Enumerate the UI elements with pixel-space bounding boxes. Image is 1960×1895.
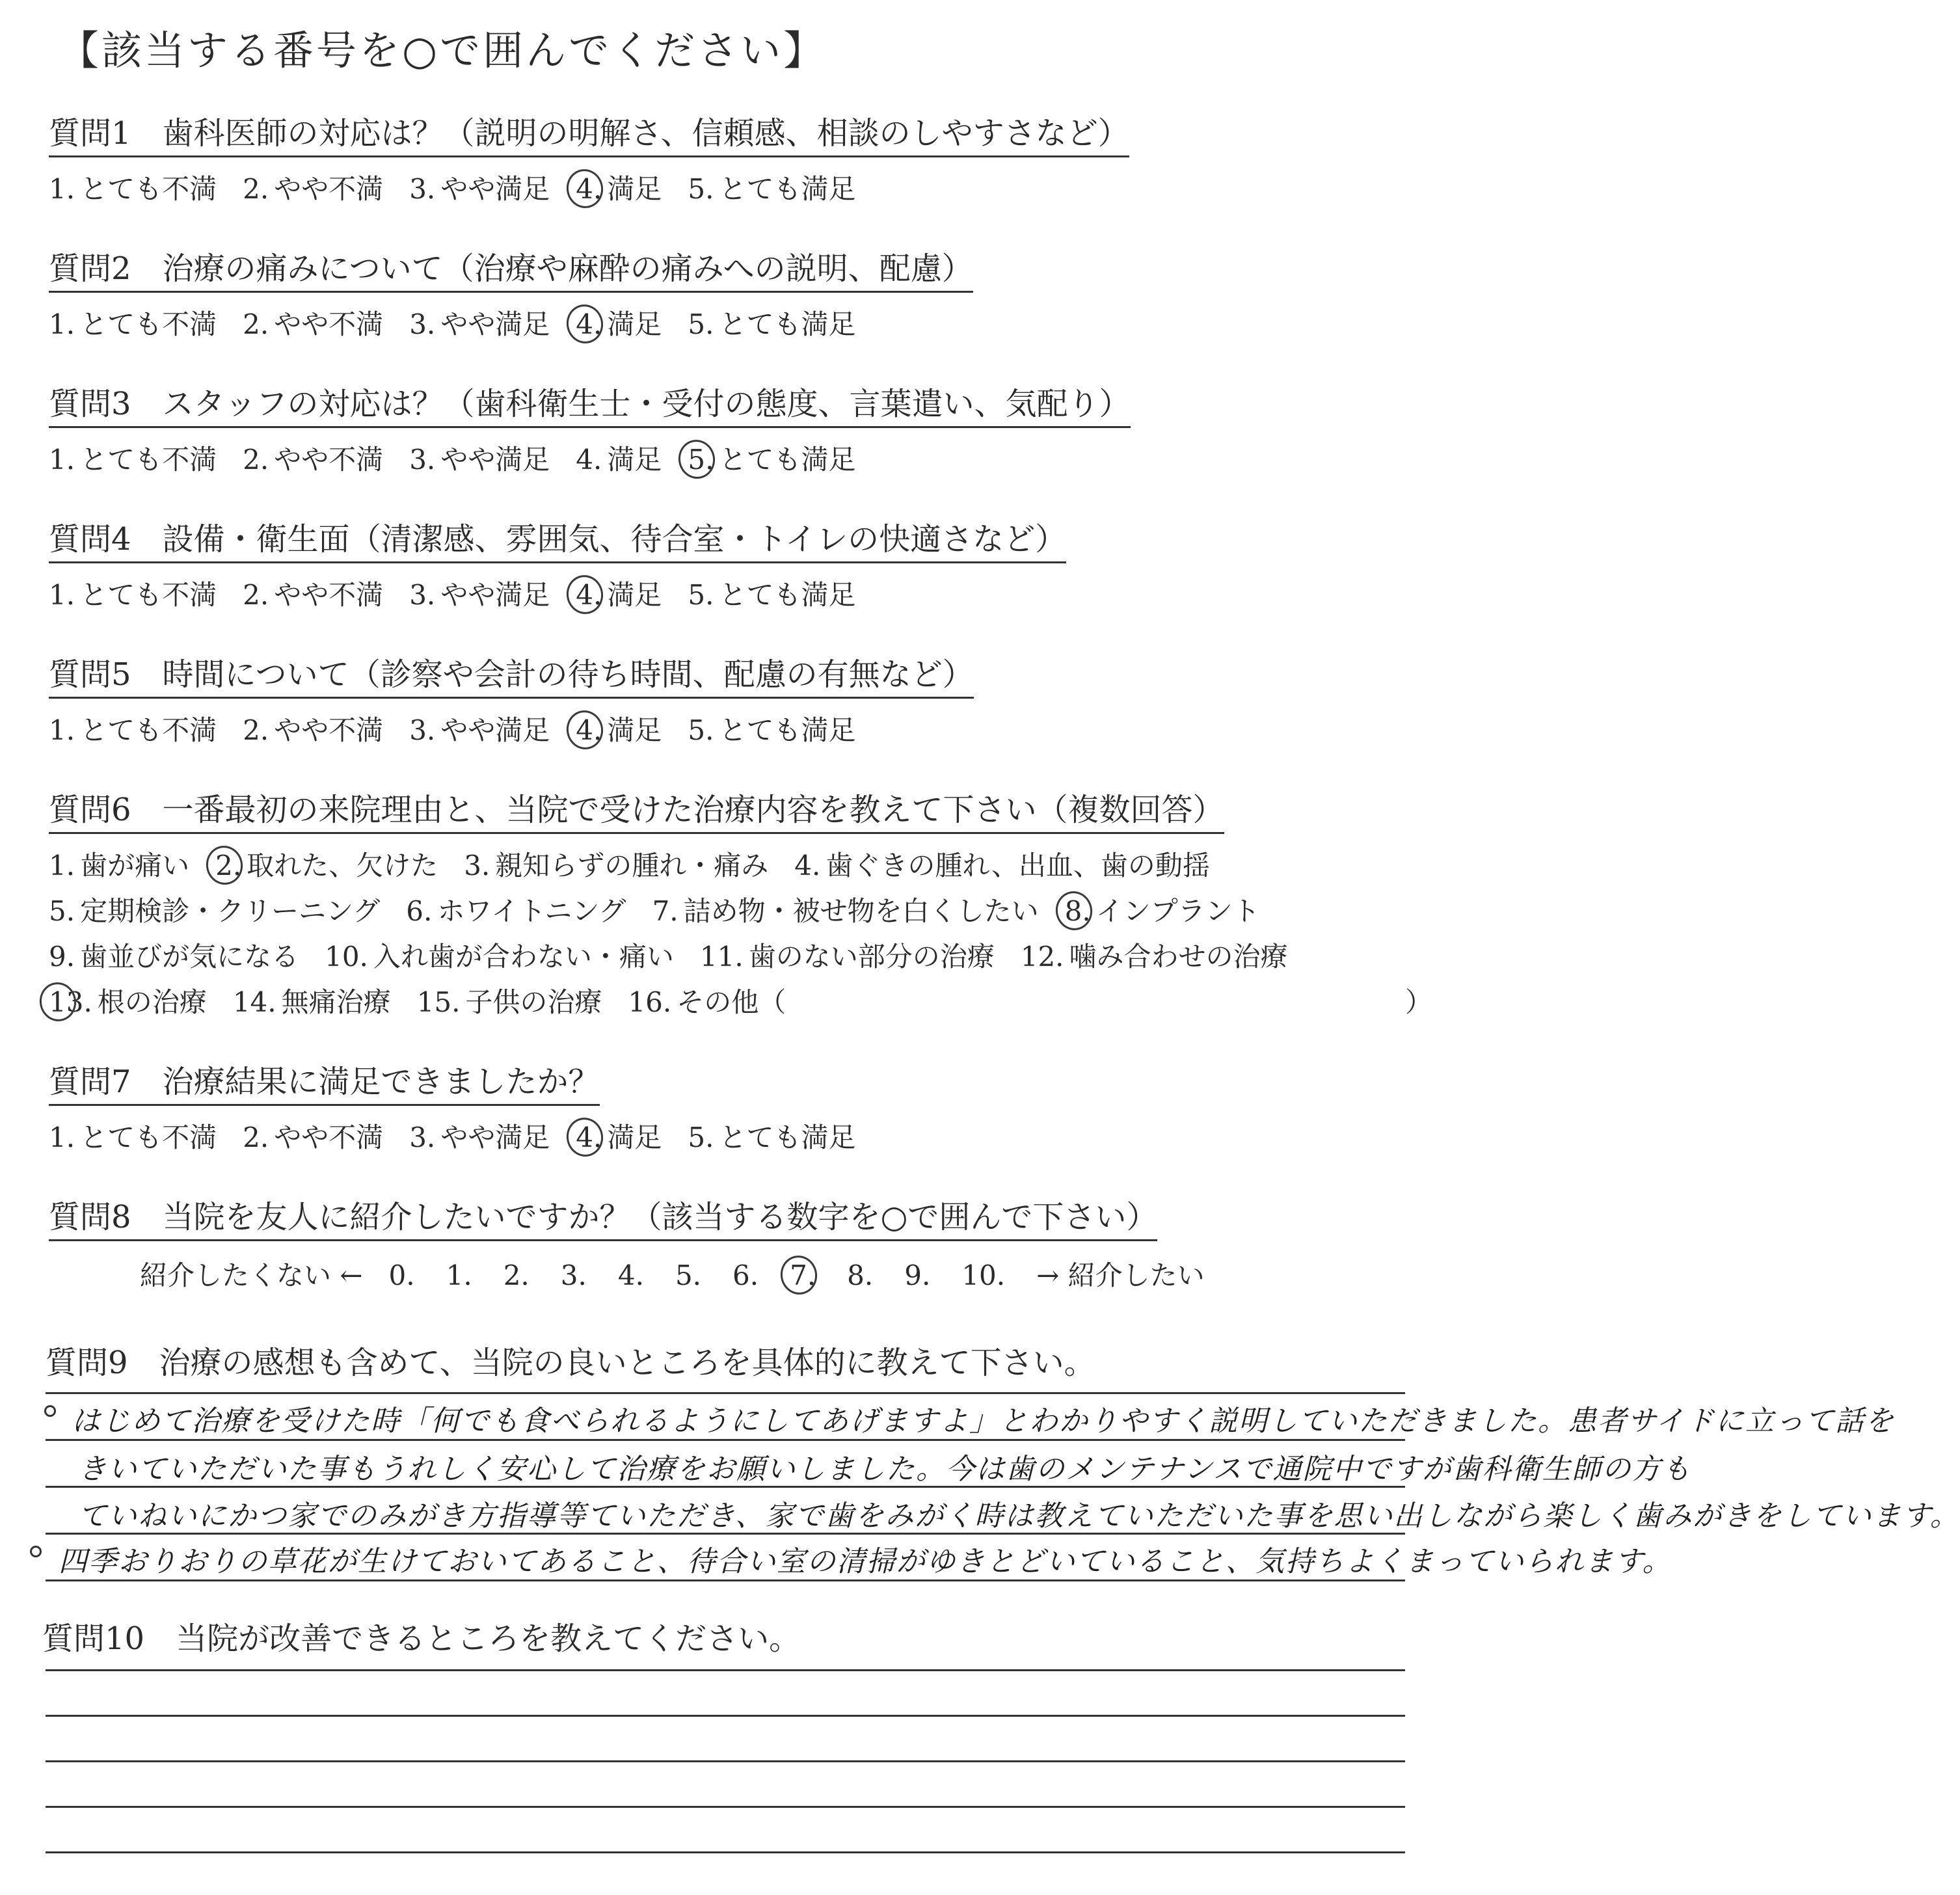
option-label: 歯並びが気になる bbox=[80, 941, 299, 973]
option[interactable] bbox=[325, 935, 674, 974]
option-selected[interactable] bbox=[576, 574, 662, 613]
option-label: とても不満 bbox=[80, 579, 217, 611]
option-label: 満足 bbox=[607, 308, 662, 340]
question-4-title: 質問4 設備・衛生面（清潔感、雰囲気、待合室・トイレの快適さなど） bbox=[49, 522, 1066, 563]
option-number: 2. bbox=[215, 850, 242, 881]
option[interactable] bbox=[688, 303, 855, 342]
bullet-icon bbox=[44, 1405, 56, 1417]
option-label: やや不満 bbox=[274, 173, 384, 205]
option[interactable] bbox=[49, 935, 299, 974]
option-number: 4. bbox=[576, 1122, 602, 1153]
option-label: 入れ歯が合わない・痛い bbox=[373, 941, 674, 973]
option[interactable] bbox=[243, 1116, 383, 1155]
option-label: 無痛治療 bbox=[281, 986, 391, 1018]
question-8-title: 質問8 当院を友人に紹介したいですか？（該当する数字を○で囲んで下さい） bbox=[49, 1200, 1157, 1241]
option-label: 歯ぐきの腫れ、出血、歯の動揺 bbox=[826, 850, 1210, 881]
option[interactable] bbox=[904, 1259, 935, 1291]
option-number: 10. bbox=[325, 941, 368, 973]
option-selected[interactable] bbox=[49, 981, 207, 1020]
option-number: 5. bbox=[49, 895, 75, 927]
answer-line bbox=[46, 1851, 1405, 1853]
option-number: 1. bbox=[49, 579, 75, 611]
option[interactable] bbox=[503, 1259, 535, 1291]
option-number: 4. bbox=[576, 714, 602, 746]
option-number: 8. bbox=[1064, 895, 1091, 927]
option-label: その他（ bbox=[677, 986, 786, 1018]
answer-line bbox=[46, 1392, 1405, 1394]
option-label: とても不満 bbox=[80, 173, 217, 205]
option-selected[interactable] bbox=[576, 709, 662, 748]
option-label: とても不満 bbox=[80, 1122, 217, 1153]
q9-answer-line-3: ていねいにかつ家でのみがき方指導等ていただき、家で歯をみがく時は教えていただいた事を思い出しながら楽しく歯みがきをしています。 bbox=[78, 1499, 1960, 1533]
option-number: 5. bbox=[675, 1259, 702, 1291]
option[interactable] bbox=[464, 844, 768, 883]
option[interactable] bbox=[409, 1116, 550, 1155]
question-2-title: 質問2 治療の痛みについて（治療や麻酔の痛みへの説明、配慮） bbox=[49, 251, 973, 293]
option[interactable] bbox=[49, 303, 217, 342]
option-number: 2. bbox=[243, 308, 269, 340]
option-label: とても不満 bbox=[80, 714, 217, 746]
question-5-title: 質問5 時間について（診察や会計の待ち時間、配慮の有無など） bbox=[49, 657, 974, 699]
option[interactable] bbox=[794, 844, 1210, 883]
option-label: 満足 bbox=[607, 173, 662, 205]
question-3-options bbox=[49, 438, 881, 477]
option-label: 満足 bbox=[607, 579, 662, 611]
answer-line bbox=[46, 1715, 1405, 1717]
option[interactable] bbox=[618, 1259, 649, 1291]
option-number: 5. bbox=[688, 1122, 714, 1153]
option[interactable] bbox=[847, 1259, 878, 1291]
option-number: 1. bbox=[49, 714, 75, 746]
option[interactable] bbox=[243, 303, 383, 342]
option-label: やや不満 bbox=[274, 1122, 384, 1153]
option-number: 1. bbox=[49, 444, 75, 476]
option-number: 12. bbox=[1020, 941, 1064, 973]
option[interactable] bbox=[652, 890, 1039, 929]
option-selected[interactable] bbox=[215, 844, 438, 883]
other-close-paren: ） bbox=[1405, 986, 1433, 1018]
option[interactable] bbox=[409, 438, 550, 477]
option-label: やや満足 bbox=[440, 1122, 550, 1153]
option-number: 3. bbox=[409, 444, 436, 476]
option-label: やや満足 bbox=[440, 714, 550, 746]
option[interactable] bbox=[961, 1259, 1010, 1291]
option-number: 16. bbox=[628, 986, 672, 1018]
option-number: 1. bbox=[446, 1259, 472, 1291]
option-label: やや満足 bbox=[440, 308, 550, 340]
question-10-title: 質問10 当院が改善できるところを教えてください。 bbox=[42, 1620, 801, 1657]
option[interactable] bbox=[49, 438, 217, 477]
option-number: 15. bbox=[416, 986, 461, 1018]
question-2-options bbox=[49, 303, 881, 342]
option-number: 5. bbox=[688, 173, 714, 205]
option-number: 3. bbox=[409, 173, 436, 205]
question-5-options bbox=[49, 709, 881, 748]
option-label: とても満足 bbox=[719, 1122, 856, 1153]
option[interactable] bbox=[389, 1259, 420, 1291]
answer-line bbox=[46, 1760, 1405, 1762]
option[interactable] bbox=[688, 168, 855, 207]
option-number: 3. bbox=[560, 1259, 587, 1291]
option-label: とても不満 bbox=[80, 308, 217, 340]
option-label: 取れた、欠けた bbox=[247, 850, 438, 881]
answer-line bbox=[46, 1579, 1405, 1581]
option-label: とても満足 bbox=[719, 173, 856, 205]
option-label: やや不満 bbox=[274, 714, 384, 746]
option-number: 7. bbox=[790, 1259, 816, 1291]
option[interactable] bbox=[688, 574, 855, 613]
option[interactable] bbox=[49, 1116, 217, 1155]
option[interactable] bbox=[49, 574, 217, 613]
option-label: 満足 bbox=[607, 714, 662, 746]
option-label: やや満足 bbox=[440, 579, 550, 611]
option-number: 5. bbox=[688, 579, 714, 611]
option[interactable] bbox=[49, 890, 380, 929]
option-number: 8. bbox=[847, 1259, 874, 1291]
option-number: 2. bbox=[243, 444, 269, 476]
option-number: 9. bbox=[49, 941, 75, 973]
option-label: 満足 bbox=[607, 1122, 662, 1153]
option-number: 0. bbox=[388, 1259, 415, 1291]
option-selected[interactable] bbox=[1065, 890, 1260, 929]
question-1-title: 質問1 歯科医師の対応は？（説明の明解さ、信頼感、相談のしやすさなど） bbox=[49, 116, 1129, 157]
question-6-row-3 bbox=[49, 935, 1314, 974]
option-number: 10. bbox=[961, 1259, 1006, 1291]
option[interactable] bbox=[409, 168, 550, 207]
option-number: 9. bbox=[904, 1259, 931, 1291]
option-label: やや満足 bbox=[440, 444, 550, 476]
question-3-title: 質問3 スタッフの対応は？（歯科衛生士・受付の態度、言葉遣い、気配り） bbox=[49, 386, 1131, 428]
option[interactable] bbox=[49, 844, 189, 883]
option-label: やや満足 bbox=[440, 173, 550, 205]
option[interactable] bbox=[732, 1259, 764, 1291]
option-number: 7. bbox=[652, 895, 678, 927]
option-label: 歯のない部分の治療 bbox=[748, 941, 995, 973]
option-label: インプラント bbox=[1095, 895, 1260, 927]
option[interactable] bbox=[243, 709, 383, 748]
option-number: 4. bbox=[576, 444, 602, 476]
option-number: 5. bbox=[688, 308, 714, 340]
option-number: 4. bbox=[617, 1259, 644, 1291]
option-number: 1. bbox=[49, 1122, 75, 1153]
answer-line bbox=[46, 1439, 1405, 1441]
option-number: 6. bbox=[406, 895, 433, 927]
option[interactable] bbox=[688, 709, 855, 748]
option[interactable] bbox=[409, 574, 550, 613]
option[interactable] bbox=[243, 574, 383, 613]
option-number: 6. bbox=[732, 1259, 759, 1291]
option[interactable] bbox=[561, 1259, 592, 1291]
answer-line bbox=[46, 1669, 1405, 1671]
option-number: 3. bbox=[409, 579, 436, 611]
question-6-row-1 bbox=[49, 844, 1236, 883]
question-7-title: 質問7 治療結果に満足できましたか？ bbox=[49, 1064, 600, 1106]
option-number: 1. bbox=[49, 173, 75, 205]
bullet-icon bbox=[30, 1546, 42, 1557]
option[interactable] bbox=[1021, 935, 1288, 974]
option-label: やや不満 bbox=[274, 444, 384, 476]
option[interactable] bbox=[49, 709, 217, 748]
option-label: とても満足 bbox=[719, 444, 856, 476]
option-number: 1. bbox=[49, 850, 75, 881]
option[interactable] bbox=[576, 438, 662, 477]
option-number: 4. bbox=[576, 173, 602, 205]
option-number: 4. bbox=[576, 579, 602, 611]
option-number: 2. bbox=[503, 1259, 530, 1291]
question-9-title: 質問9 治療の感想も含めて、当院の良いところを具体的に教えて下さい。 bbox=[46, 1345, 1095, 1381]
option-number: 3. bbox=[409, 308, 436, 340]
option-label: やや不満 bbox=[274, 308, 384, 340]
option-label: とても不満 bbox=[80, 444, 217, 476]
option-label: とても満足 bbox=[719, 308, 856, 340]
question-6-row-2 bbox=[49, 890, 1286, 929]
question-8-scale bbox=[140, 1254, 1205, 1293]
option-number: 11. bbox=[699, 941, 744, 973]
option-number: 5. bbox=[688, 714, 714, 746]
q9-answer-line-1: はじめて治療を受けた時「何でも食べられるようにしてあげますよ」とわかりやすく説明していただきました。患者サイドに立って話を bbox=[72, 1404, 1895, 1438]
scale-left-label: 紹介したくない ← bbox=[140, 1259, 363, 1291]
answer-line bbox=[46, 1533, 1405, 1535]
option-number: 3. bbox=[409, 1122, 436, 1153]
option-number: 4. bbox=[576, 308, 602, 340]
option-label: 根の治療 bbox=[97, 986, 207, 1018]
option[interactable] bbox=[406, 890, 626, 929]
option-label: 噛み合わせの治療 bbox=[1069, 941, 1288, 973]
question-7-options bbox=[49, 1116, 881, 1155]
option-number: 13. bbox=[49, 986, 92, 1018]
question-4-options bbox=[49, 574, 881, 613]
option-number: 2. bbox=[243, 579, 269, 611]
option-selected[interactable] bbox=[576, 1116, 662, 1155]
option[interactable] bbox=[243, 168, 383, 207]
option-selected[interactable] bbox=[576, 303, 662, 342]
option[interactable] bbox=[409, 303, 550, 342]
option[interactable] bbox=[233, 981, 391, 1020]
option[interactable] bbox=[243, 438, 383, 477]
option-number: 5. bbox=[688, 444, 714, 476]
option[interactable] bbox=[409, 709, 550, 748]
option-label: 定期検診・クリーニング bbox=[80, 895, 381, 927]
option-label: とても満足 bbox=[719, 714, 856, 746]
option[interactable] bbox=[49, 168, 217, 207]
option-label: とても満足 bbox=[719, 579, 856, 611]
q9-answer-line-4: 四季おりおりの草花が生けておいてあること、待合い室の清掃がゆきとどいていること、気持ちよくまっていられます。 bbox=[59, 1545, 1672, 1578]
scale-right-label: → 紹介したい bbox=[1036, 1259, 1205, 1291]
option-number: 1. bbox=[49, 308, 75, 340]
option-number: 2. bbox=[243, 1122, 269, 1153]
option[interactable] bbox=[688, 1116, 855, 1155]
option-label: 子供の治療 bbox=[465, 986, 602, 1018]
option-number: 3. bbox=[464, 850, 490, 881]
form-heading: 【該当する番号を○で囲んでください】 bbox=[59, 27, 827, 74]
option[interactable] bbox=[675, 1259, 706, 1291]
option-selected[interactable] bbox=[790, 1259, 821, 1291]
option-number: 14. bbox=[232, 986, 276, 1018]
option[interactable] bbox=[446, 1259, 477, 1291]
question-6-row-4 bbox=[49, 981, 812, 1020]
option-label: 満足 bbox=[607, 444, 662, 476]
question-1-options bbox=[49, 168, 881, 207]
option-number: 2. bbox=[243, 714, 269, 746]
option-label: 歯が痛い bbox=[80, 850, 190, 881]
option-number: 4. bbox=[794, 850, 821, 881]
option-selected[interactable] bbox=[688, 438, 855, 477]
option-label: ホワイトニング bbox=[437, 895, 626, 927]
option[interactable] bbox=[628, 981, 786, 1020]
option[interactable] bbox=[700, 935, 995, 974]
option-selected[interactable] bbox=[576, 168, 662, 207]
option-number: 3. bbox=[409, 714, 436, 746]
q9-answer-line-2: きいていただいた事もうれしく安心して治療をお願いしました。今は歯のメンテナンスで通院中ですが歯科衛生師の方も bbox=[78, 1453, 1692, 1486]
option-label: やや不満 bbox=[274, 579, 384, 611]
option-label: 詰め物・被せ物を白くしたい bbox=[683, 895, 1039, 927]
answer-line bbox=[46, 1806, 1405, 1808]
question-6-title: 質問6 一番最初の来院理由と、当院で受けた治療内容を教えて下さい（複数回答） bbox=[49, 792, 1224, 834]
option-number: 2. bbox=[243, 173, 269, 205]
scale-numbers bbox=[389, 1259, 1037, 1291]
option-label: 親知らずの腫れ・痛み bbox=[495, 850, 769, 881]
answer-line bbox=[46, 1486, 1405, 1488]
option[interactable] bbox=[417, 981, 602, 1020]
